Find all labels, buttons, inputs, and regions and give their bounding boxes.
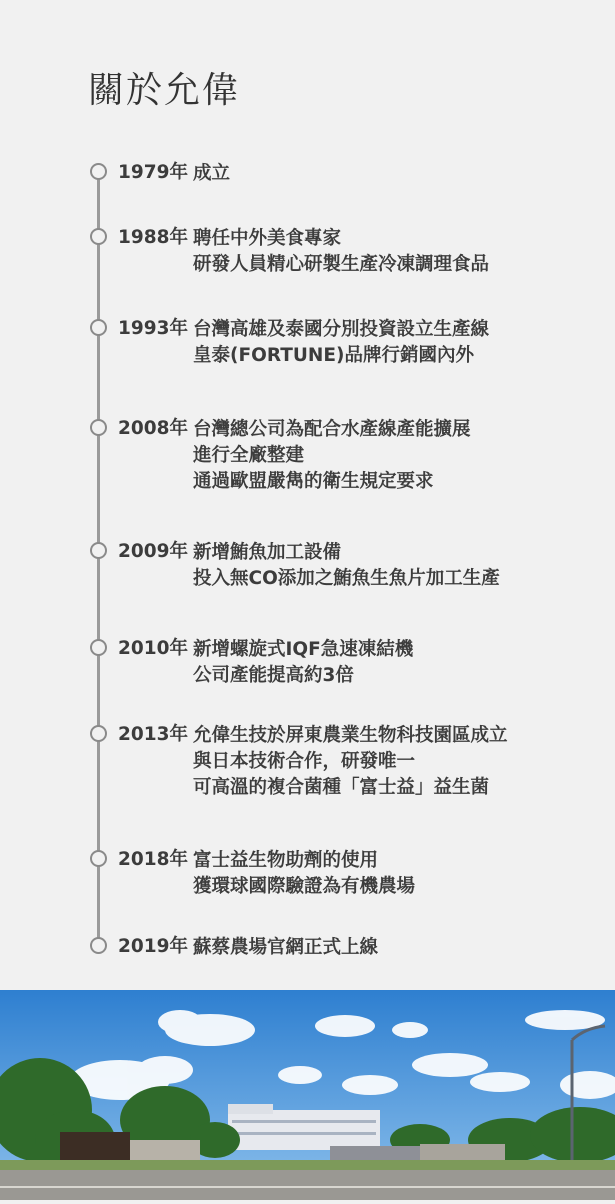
timeline-marker-icon xyxy=(90,542,107,559)
event-description: 皇泰(FORTUNE)品牌行銷國內外 xyxy=(193,345,474,366)
event-description: 研發人員精心研製生產冷凍調理食品 xyxy=(193,254,490,275)
page-title: 關於允偉 xyxy=(88,70,241,111)
event-description: 投入無CO添加之鮪魚生魚片加工生產 xyxy=(193,568,500,589)
event-description: 公司產能提高約3倍 xyxy=(193,665,354,686)
event-year: 2018年 xyxy=(118,849,188,870)
factory-photo-illustration xyxy=(0,990,615,1200)
timeline-marker-icon xyxy=(90,639,107,656)
event-description: 富士益生物助劑的使用 xyxy=(193,850,379,871)
factory-photo xyxy=(0,990,615,1200)
event-description: 進行全廠整建 xyxy=(193,445,305,466)
timeline-marker-icon xyxy=(90,419,107,436)
event-description: 新增鮪魚加工設備 xyxy=(193,542,342,563)
timeline-marker-icon xyxy=(90,937,107,954)
event-year: 2013年 xyxy=(118,724,188,745)
event-description: 通過歐盟嚴雋的衛生規定要求 xyxy=(193,471,434,492)
event-year: 1988年 xyxy=(118,227,188,248)
event-description: 蘇蔡農場官網正式上線 xyxy=(193,937,379,958)
timeline-marker-icon xyxy=(90,163,107,180)
stone-wall xyxy=(130,1140,200,1162)
timeline-marker-icon xyxy=(90,228,107,245)
timeline-marker-icon xyxy=(90,725,107,742)
event-description: 台灣總公司為配合水產線產能擴展 xyxy=(193,419,471,440)
event-description: 與日本技術合作，研發唯一 xyxy=(193,751,416,772)
event-year: 2010年 xyxy=(118,638,188,659)
event-year: 1993年 xyxy=(118,318,188,339)
event-description: 聘任中外美食專家 xyxy=(193,228,342,249)
event-description: 台灣高雄及泰國分別投資設立生產線 xyxy=(193,319,490,340)
event-description: 可高溫的複合菌種「富士益」益生菌 xyxy=(193,777,490,798)
event-year: 2008年 xyxy=(118,418,188,439)
event-year: 1979年 xyxy=(118,162,188,183)
road xyxy=(0,1170,615,1200)
event-year: 2019年 xyxy=(118,936,188,957)
event-description: 新增螺旋式IQF急速凍結機 xyxy=(193,639,414,660)
timeline-marker-icon xyxy=(90,319,107,336)
event-description: 獲環球國際驗證為有機農場 xyxy=(193,876,416,897)
event-description: 允偉生技於屏東農業生物科技園區成立 xyxy=(193,725,508,746)
gate-sign xyxy=(60,1132,130,1162)
event-description: 成立 xyxy=(193,163,231,184)
timeline-marker-icon xyxy=(90,850,107,867)
factory-building xyxy=(228,1104,380,1150)
event-year: 2009年 xyxy=(118,541,188,562)
